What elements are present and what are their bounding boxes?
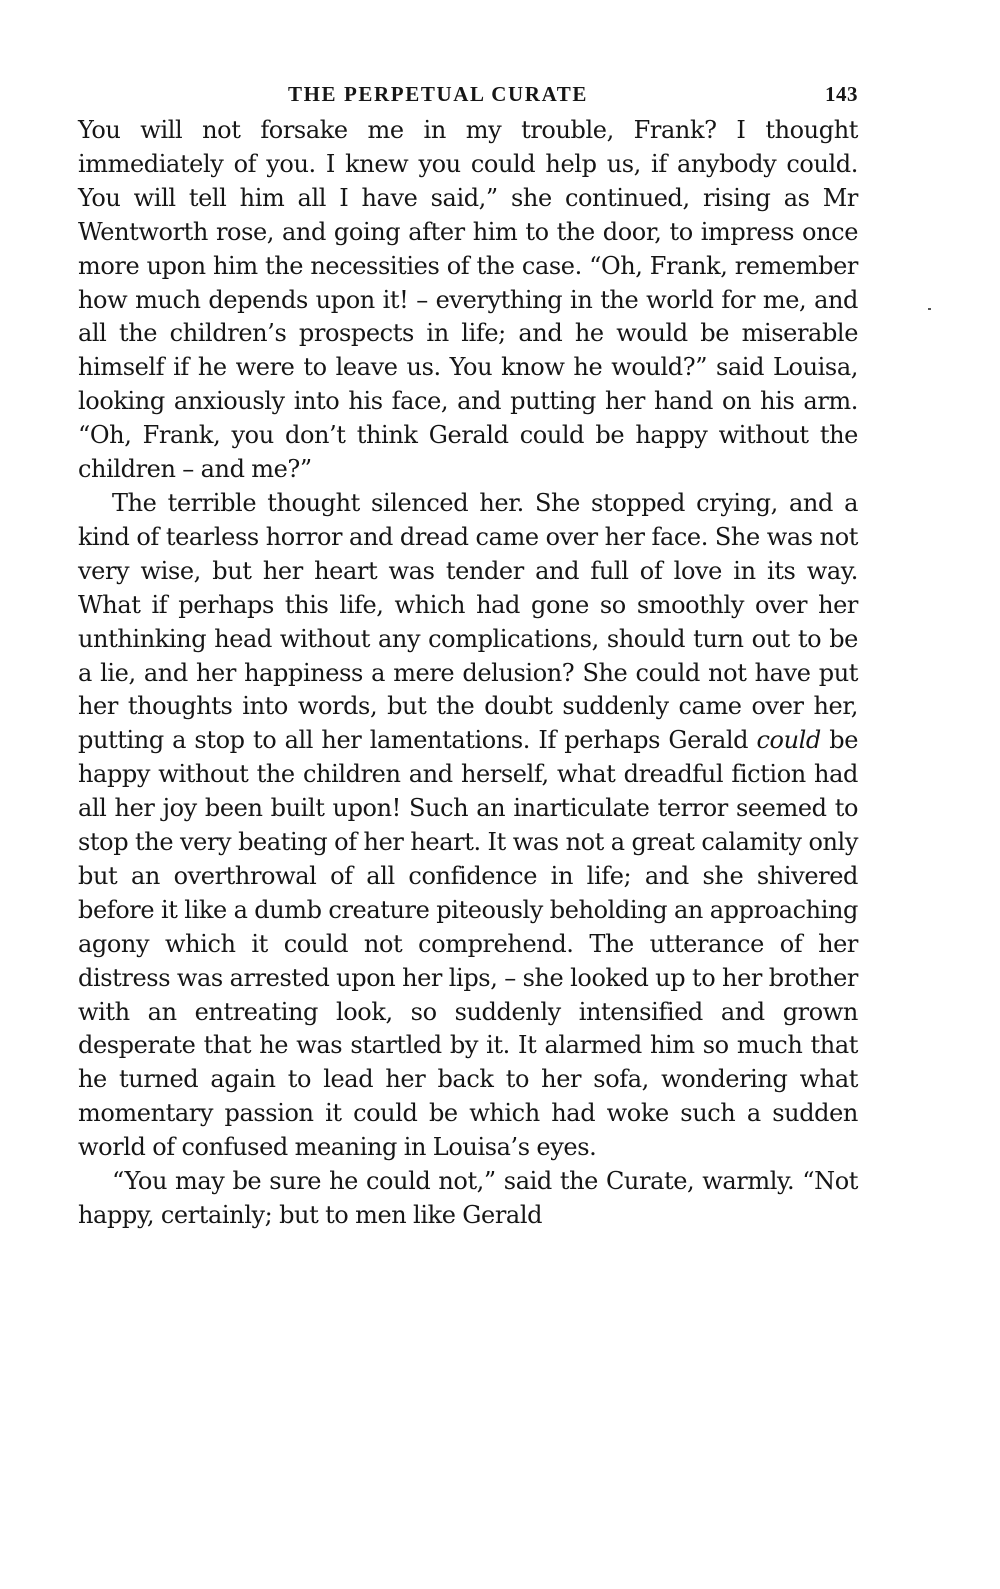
page-header xyxy=(78,78,858,114)
body-text xyxy=(78,114,858,1233)
paragraph-1: You will not forsake me in my trouble, Frank? I thought immediately of you. I knew you could help us, if anybody could. You will tell him all I have said,” she continued, rising as Mr Wentworth rose, and going after him to the door, to impress once more upon him the necessities of the case. “Oh, Frank, remember how much depends upon it! – everything in the world for me, and all the children’s prospects in life; and he would be miserable himself if he were to leave us. You know he would?” said Louisa, looking anxiously into his face, and putting her hand on his arm. “Oh, Frank, you don’t think Gerald could be happy without the children – and me?” xyxy=(78,116,858,484)
running-title: THE PERPETUAL CURATE xyxy=(288,82,588,106)
book-page xyxy=(78,78,858,1233)
scan-speck xyxy=(928,308,931,310)
paragraph-2 xyxy=(78,487,858,1165)
paragraph-2-part-1: The terrible thought silenced her. She stopped crying, and a kind of tearless horror and dread came over her face. She was not very wise, but her heart was tender and full of love in its way. What if perhaps this life, which had gone so smoothly over her unthinking head without any complications, should turn out to be a lie, and her happiness a mere delusion? She could not have put her thoughts into words, but the doubt suddenly came over her, putting a stop to all her lamentations. If perhaps Gerald xyxy=(78,488,858,755)
paragraph-2-part-2: be happy without the children and herself, what dreadful fiction had all her joy been built upon! Such an inarticulate terror seemed to stop the very beating of her heart. It was not a great calamity only but an overthrowal of all confidence in life; and she shivered before it like a dumb creature piteously beholding an approaching agony which it could not comprehend. The utterance of her distress was arrested upon her lips, – she looked up to her brother with an entreating look, so suddenly intensified and grown desperate that he was startled by it. It alarmed him so much that he turned again to lead her back to her sofa, wondering what momentary passion it could be which had woke such a sudden world of confused meaning in Louisa’s eyes. xyxy=(78,726,858,1162)
emphasis-could: could xyxy=(756,726,821,755)
page-number: 143 xyxy=(825,82,858,106)
paragraph-3: “You may be sure he could not,” said the Curate, warmly. “Not happy, certainly; but to men like Gerald xyxy=(78,1167,858,1229)
